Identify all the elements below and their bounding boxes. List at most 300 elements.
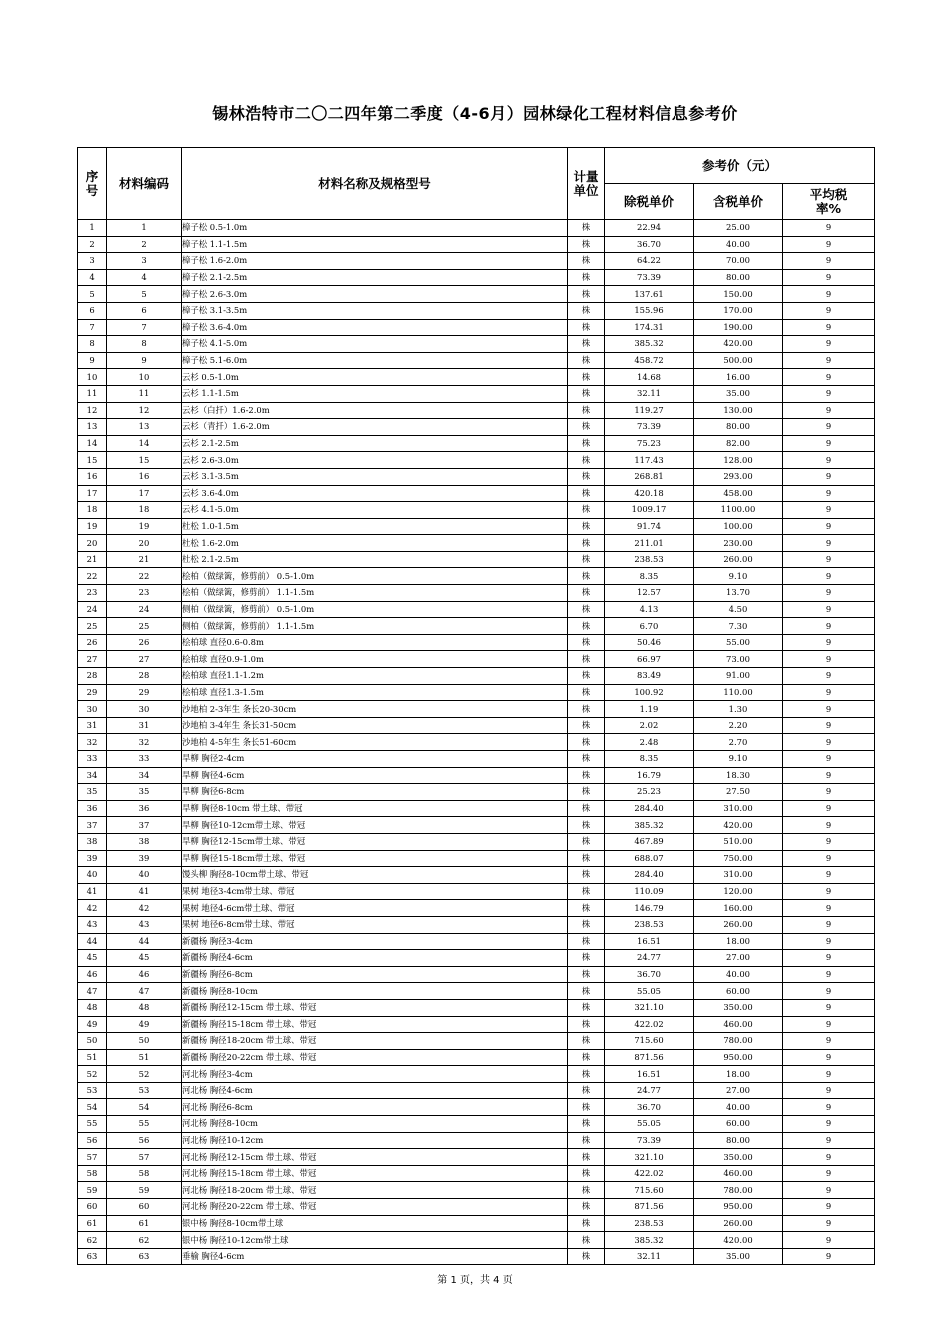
table-row — [78, 485, 875, 502]
row-name: 河北杨 胸径18-20cm 带土球、带冠 — [182, 1182, 568, 1199]
row-price-inc-tax: 55.00 — [694, 634, 783, 651]
table-row — [78, 1199, 875, 1216]
row-unit: 株 — [568, 253, 605, 270]
row-name: 新疆杨 胸径20-22cm 带土球、带冠 — [182, 1049, 568, 1066]
row-seq: 62 — [78, 1232, 107, 1249]
row-price-inc-tax: 1100.00 — [694, 502, 783, 519]
row-code: 57 — [107, 1149, 182, 1166]
row-seq: 23 — [78, 585, 107, 602]
row-seq: 53 — [78, 1082, 107, 1099]
row-name: 旱柳 胸径10-12cm带土球、带冠 — [182, 817, 568, 834]
row-name: 馒头柳 胸径8-10cm带土球、带冠 — [182, 867, 568, 884]
header-price-inc-tax: 含税单价 — [694, 184, 783, 220]
table-row — [78, 452, 875, 469]
row-price-ex-tax: 6.70 — [605, 618, 694, 635]
row-tax-rate: 9 — [783, 585, 875, 602]
row-code: 15 — [107, 452, 182, 469]
row-price-ex-tax: 16.79 — [605, 767, 694, 784]
row-unit: 株 — [568, 817, 605, 834]
row-tax-rate: 9 — [783, 1182, 875, 1199]
row-name: 银中杨 胸径10-12cm带土球 — [182, 1232, 568, 1249]
row-tax-rate: 9 — [783, 651, 875, 668]
row-price-inc-tax: 35.00 — [694, 1248, 783, 1265]
row-unit: 株 — [568, 883, 605, 900]
row-tax-rate: 9 — [783, 966, 875, 983]
row-seq: 22 — [78, 568, 107, 585]
row-unit: 株 — [568, 983, 605, 1000]
row-name: 新疆杨 胸径8-10cm — [182, 983, 568, 1000]
row-seq: 14 — [78, 435, 107, 452]
table-row — [78, 1116, 875, 1133]
row-price-inc-tax: 128.00 — [694, 452, 783, 469]
row-seq: 47 — [78, 983, 107, 1000]
row-seq: 34 — [78, 767, 107, 784]
row-seq: 29 — [78, 684, 107, 701]
row-seq: 8 — [78, 336, 107, 353]
row-price-inc-tax: 420.00 — [694, 817, 783, 834]
row-seq: 11 — [78, 385, 107, 402]
row-unit: 株 — [568, 568, 605, 585]
row-price-inc-tax: 80.00 — [694, 269, 783, 286]
row-code: 38 — [107, 833, 182, 850]
row-price-inc-tax: 420.00 — [694, 1232, 783, 1249]
row-unit: 株 — [568, 369, 605, 386]
row-unit: 株 — [568, 751, 605, 768]
row-price-ex-tax: 75.23 — [605, 435, 694, 452]
row-seq: 28 — [78, 668, 107, 685]
row-price-ex-tax: 36.70 — [605, 966, 694, 983]
row-name: 河北杨 胸径4-6cm — [182, 1082, 568, 1099]
row-name: 新疆杨 胸径6-8cm — [182, 966, 568, 983]
row-code: 12 — [107, 402, 182, 419]
table-row — [78, 883, 875, 900]
row-price-inc-tax: 230.00 — [694, 535, 783, 552]
row-price-inc-tax: 9.10 — [694, 751, 783, 768]
row-tax-rate: 9 — [783, 286, 875, 303]
row-unit: 株 — [568, 518, 605, 535]
price-table — [77, 147, 875, 1265]
row-unit: 株 — [568, 419, 605, 436]
row-price-inc-tax: 60.00 — [694, 983, 783, 1000]
row-tax-rate: 9 — [783, 302, 875, 319]
row-seq: 5 — [78, 286, 107, 303]
row-price-inc-tax: 150.00 — [694, 286, 783, 303]
table-row — [78, 618, 875, 635]
table-row — [78, 402, 875, 419]
row-price-ex-tax: 467.89 — [605, 833, 694, 850]
row-code: 4 — [107, 269, 182, 286]
row-tax-rate: 9 — [783, 419, 875, 436]
table-row — [78, 319, 875, 336]
row-seq: 3 — [78, 253, 107, 270]
row-price-inc-tax: 950.00 — [694, 1049, 783, 1066]
row-unit: 株 — [568, 767, 605, 784]
row-price-ex-tax: 73.39 — [605, 269, 694, 286]
row-name: 新疆杨 胸径4-6cm — [182, 950, 568, 967]
table-row — [78, 220, 875, 237]
row-price-ex-tax: 238.53 — [605, 916, 694, 933]
table-row — [78, 833, 875, 850]
row-seq: 56 — [78, 1132, 107, 1149]
row-price-inc-tax: 460.00 — [694, 1165, 783, 1182]
row-tax-rate: 9 — [783, 1099, 875, 1116]
row-name: 旱柳 胸径6-8cm — [182, 784, 568, 801]
table-row — [78, 369, 875, 386]
row-price-inc-tax: 27.00 — [694, 950, 783, 967]
row-name: 新疆杨 胸径3-4cm — [182, 933, 568, 950]
row-tax-rate: 9 — [783, 1033, 875, 1050]
row-price-ex-tax: 321.10 — [605, 1149, 694, 1166]
row-price-ex-tax: 64.22 — [605, 253, 694, 270]
row-price-ex-tax: 73.39 — [605, 419, 694, 436]
row-code: 45 — [107, 950, 182, 967]
row-name: 侧柏（做绿篱，修剪前） 0.5-1.0m — [182, 601, 568, 618]
row-code: 42 — [107, 900, 182, 917]
row-price-inc-tax: 510.00 — [694, 833, 783, 850]
row-name: 樟子松 3.1-3.5m — [182, 302, 568, 319]
row-price-inc-tax: 9.10 — [694, 568, 783, 585]
row-tax-rate: 9 — [783, 634, 875, 651]
header-price-ex-tax: 除税单价 — [605, 184, 694, 220]
row-price-inc-tax: 260.00 — [694, 916, 783, 933]
row-price-inc-tax: 35.00 — [694, 385, 783, 402]
row-code: 54 — [107, 1099, 182, 1116]
row-tax-rate: 9 — [783, 502, 875, 519]
table-row — [78, 1082, 875, 1099]
table-row — [78, 502, 875, 519]
row-unit: 株 — [568, 1182, 605, 1199]
row-price-inc-tax: 80.00 — [694, 419, 783, 436]
row-code: 5 — [107, 286, 182, 303]
row-seq: 31 — [78, 717, 107, 734]
row-name: 河北杨 胸径15-18cm 带土球、带冠 — [182, 1165, 568, 1182]
row-code: 55 — [107, 1116, 182, 1133]
row-tax-rate: 9 — [783, 717, 875, 734]
row-seq: 59 — [78, 1182, 107, 1199]
row-unit: 株 — [568, 668, 605, 685]
row-tax-rate: 9 — [783, 950, 875, 967]
row-price-ex-tax: 4.13 — [605, 601, 694, 618]
row-code: 32 — [107, 734, 182, 751]
row-tax-rate: 9 — [783, 983, 875, 1000]
row-price-ex-tax: 14.68 — [605, 369, 694, 386]
row-tax-rate: 9 — [783, 269, 875, 286]
row-code: 63 — [107, 1248, 182, 1265]
row-unit: 株 — [568, 352, 605, 369]
row-tax-rate: 9 — [783, 833, 875, 850]
row-tax-rate: 9 — [783, 402, 875, 419]
row-tax-rate: 9 — [783, 385, 875, 402]
row-code: 11 — [107, 385, 182, 402]
row-code: 2 — [107, 236, 182, 253]
row-code: 14 — [107, 435, 182, 452]
row-name: 杜松 1.6-2.0m — [182, 535, 568, 552]
row-name: 樟子松 2.1-2.5m — [182, 269, 568, 286]
row-price-inc-tax: 13.70 — [694, 585, 783, 602]
row-code: 17 — [107, 485, 182, 502]
row-unit: 株 — [568, 319, 605, 336]
row-name: 旱柳 胸径12-15cm带土球、带冠 — [182, 833, 568, 850]
table-row — [78, 950, 875, 967]
row-name: 旱柳 胸径15-18cm带土球、带冠 — [182, 850, 568, 867]
row-tax-rate: 9 — [783, 253, 875, 270]
row-tax-rate: 9 — [783, 1149, 875, 1166]
row-unit: 株 — [568, 966, 605, 983]
row-price-inc-tax: 950.00 — [694, 1199, 783, 1216]
row-unit: 株 — [568, 717, 605, 734]
row-unit: 株 — [568, 585, 605, 602]
row-price-inc-tax: 110.00 — [694, 684, 783, 701]
row-price-inc-tax: 40.00 — [694, 1099, 783, 1116]
row-tax-rate: 9 — [783, 751, 875, 768]
table-row — [78, 1215, 875, 1232]
row-code: 50 — [107, 1033, 182, 1050]
row-code: 30 — [107, 701, 182, 718]
row-unit: 株 — [568, 999, 605, 1016]
row-tax-rate: 9 — [783, 220, 875, 237]
row-price-inc-tax: 4.50 — [694, 601, 783, 618]
row-seq: 17 — [78, 485, 107, 502]
row-seq: 15 — [78, 452, 107, 469]
row-seq: 49 — [78, 1016, 107, 1033]
row-code: 56 — [107, 1132, 182, 1149]
row-code: 59 — [107, 1182, 182, 1199]
row-tax-rate: 9 — [783, 1116, 875, 1133]
row-unit: 株 — [568, 933, 605, 950]
row-unit: 株 — [568, 1232, 605, 1249]
row-unit: 株 — [568, 916, 605, 933]
row-price-inc-tax: 420.00 — [694, 336, 783, 353]
table-row — [78, 419, 875, 436]
row-tax-rate: 9 — [783, 767, 875, 784]
row-price-ex-tax: 385.32 — [605, 336, 694, 353]
table-row — [78, 850, 875, 867]
row-unit: 株 — [568, 800, 605, 817]
header-seq: 序号 — [78, 148, 107, 220]
row-seq: 2 — [78, 236, 107, 253]
table-row — [78, 551, 875, 568]
table-row — [78, 634, 875, 651]
row-unit: 株 — [568, 402, 605, 419]
row-price-ex-tax: 1009.17 — [605, 502, 694, 519]
table-row — [78, 668, 875, 685]
row-name: 云杉 2.6-3.0m — [182, 452, 568, 469]
row-tax-rate: 9 — [783, 452, 875, 469]
row-seq: 25 — [78, 618, 107, 635]
row-tax-rate: 9 — [783, 1082, 875, 1099]
row-unit: 株 — [568, 502, 605, 519]
row-price-inc-tax: 70.00 — [694, 253, 783, 270]
page-footer: 第 1 页，共 4 页 — [437, 1275, 513, 1286]
table-row — [78, 999, 875, 1016]
row-tax-rate: 9 — [783, 684, 875, 701]
row-code: 18 — [107, 502, 182, 519]
table-row — [78, 535, 875, 552]
row-price-ex-tax: 268.81 — [605, 468, 694, 485]
row-price-inc-tax: 60.00 — [694, 1116, 783, 1133]
row-price-inc-tax: 780.00 — [694, 1182, 783, 1199]
table-row — [78, 1165, 875, 1182]
table-row — [78, 767, 875, 784]
row-seq: 63 — [78, 1248, 107, 1265]
row-seq: 35 — [78, 784, 107, 801]
row-code: 60 — [107, 1199, 182, 1216]
row-price-ex-tax: 36.70 — [605, 1099, 694, 1116]
row-price-inc-tax: 350.00 — [694, 1149, 783, 1166]
row-code: 39 — [107, 850, 182, 867]
row-price-inc-tax: 170.00 — [694, 302, 783, 319]
row-code: 21 — [107, 551, 182, 568]
table-row — [78, 966, 875, 983]
row-name: 樟子松 4.1-5.0m — [182, 336, 568, 353]
row-code: 47 — [107, 983, 182, 1000]
row-tax-rate: 9 — [783, 701, 875, 718]
row-price-ex-tax: 24.77 — [605, 950, 694, 967]
row-code: 20 — [107, 535, 182, 552]
table-row — [78, 751, 875, 768]
row-name: 桧柏球 直径1.1-1.2m — [182, 668, 568, 685]
table-row — [78, 568, 875, 585]
row-price-inc-tax: 25.00 — [694, 220, 783, 237]
header-ref-price: 参考价（元） — [605, 148, 875, 184]
row-price-ex-tax: 50.46 — [605, 634, 694, 651]
row-price-ex-tax: 83.49 — [605, 668, 694, 685]
row-code: 40 — [107, 867, 182, 884]
row-unit: 株 — [568, 336, 605, 353]
row-name: 河北杨 胸径6-8cm — [182, 1099, 568, 1116]
table-row — [78, 253, 875, 270]
row-price-ex-tax: 2.02 — [605, 717, 694, 734]
row-price-inc-tax: 27.50 — [694, 784, 783, 801]
row-price-inc-tax: 18.00 — [694, 1066, 783, 1083]
row-unit: 株 — [568, 452, 605, 469]
row-tax-rate: 9 — [783, 817, 875, 834]
row-seq: 54 — [78, 1099, 107, 1116]
row-price-ex-tax: 385.32 — [605, 1232, 694, 1249]
row-code: 33 — [107, 751, 182, 768]
row-tax-rate: 9 — [783, 468, 875, 485]
row-price-inc-tax: 260.00 — [694, 1215, 783, 1232]
row-name: 桧柏（做绿篱，修剪前） 0.5-1.0m — [182, 568, 568, 585]
row-code: 37 — [107, 817, 182, 834]
row-unit: 株 — [568, 302, 605, 319]
row-seq: 36 — [78, 800, 107, 817]
table-row — [78, 933, 875, 950]
row-unit: 株 — [568, 833, 605, 850]
row-seq: 18 — [78, 502, 107, 519]
row-seq: 1 — [78, 220, 107, 237]
table-row — [78, 717, 875, 734]
row-name: 云杉 2.1-2.5m — [182, 435, 568, 452]
row-tax-rate: 9 — [783, 568, 875, 585]
row-code: 10 — [107, 369, 182, 386]
row-price-inc-tax: 2.20 — [694, 717, 783, 734]
row-unit: 株 — [568, 1066, 605, 1083]
table-row — [78, 701, 875, 718]
row-price-ex-tax: 871.56 — [605, 1199, 694, 1216]
row-seq: 57 — [78, 1149, 107, 1166]
row-price-inc-tax: 293.00 — [694, 468, 783, 485]
row-tax-rate: 9 — [783, 1232, 875, 1249]
table-row — [78, 1149, 875, 1166]
row-code: 31 — [107, 717, 182, 734]
row-code: 41 — [107, 883, 182, 900]
row-seq: 21 — [78, 551, 107, 568]
row-code: 26 — [107, 634, 182, 651]
row-price-inc-tax: 1.30 — [694, 701, 783, 718]
row-price-inc-tax: 120.00 — [694, 883, 783, 900]
row-seq: 27 — [78, 651, 107, 668]
row-tax-rate: 9 — [783, 1066, 875, 1083]
row-unit: 株 — [568, 468, 605, 485]
row-unit: 株 — [568, 220, 605, 237]
table-row — [78, 585, 875, 602]
row-price-ex-tax: 100.92 — [605, 684, 694, 701]
row-tax-rate: 9 — [783, 1016, 875, 1033]
row-price-inc-tax: 310.00 — [694, 800, 783, 817]
table-row — [78, 734, 875, 751]
row-price-inc-tax: 91.00 — [694, 668, 783, 685]
row-seq: 41 — [78, 883, 107, 900]
row-code: 7 — [107, 319, 182, 336]
row-code: 19 — [107, 518, 182, 535]
row-name: 河北杨 胸径8-10cm — [182, 1116, 568, 1133]
row-name: 杜松 1.0-1.5m — [182, 518, 568, 535]
row-tax-rate: 9 — [783, 850, 875, 867]
row-unit: 株 — [568, 435, 605, 452]
row-seq: 37 — [78, 817, 107, 834]
row-name: 垂榆 胸径4-6cm — [182, 1248, 568, 1265]
row-tax-rate: 9 — [783, 734, 875, 751]
table-row — [78, 518, 875, 535]
table-row — [78, 286, 875, 303]
row-tax-rate: 9 — [783, 352, 875, 369]
row-tax-rate: 9 — [783, 1199, 875, 1216]
header-name: 材料名称及规格型号 — [182, 148, 568, 220]
row-name: 桧柏球 直径0.9-1.0m — [182, 651, 568, 668]
row-name: 云杉 4.1-5.0m — [182, 502, 568, 519]
row-seq: 40 — [78, 867, 107, 884]
row-tax-rate: 9 — [783, 1215, 875, 1232]
row-seq: 50 — [78, 1033, 107, 1050]
row-seq: 51 — [78, 1049, 107, 1066]
row-tax-rate: 9 — [783, 551, 875, 568]
header-tax-rate: 平均税率% — [783, 184, 875, 220]
row-seq: 58 — [78, 1165, 107, 1182]
row-price-ex-tax: 284.40 — [605, 867, 694, 884]
row-price-ex-tax: 420.18 — [605, 485, 694, 502]
row-name: 樟子松 3.6-4.0m — [182, 319, 568, 336]
row-seq: 7 — [78, 319, 107, 336]
row-tax-rate: 9 — [783, 1132, 875, 1149]
row-code: 62 — [107, 1232, 182, 1249]
row-price-ex-tax: 155.96 — [605, 302, 694, 319]
row-unit: 株 — [568, 634, 605, 651]
row-price-inc-tax: 190.00 — [694, 319, 783, 336]
row-price-inc-tax: 40.00 — [694, 966, 783, 983]
row-price-ex-tax: 715.60 — [605, 1182, 694, 1199]
row-name: 果树 地径4-6cm带土球、带冠 — [182, 900, 568, 917]
row-name: 河北杨 胸径12-15cm 带土球、带冠 — [182, 1149, 568, 1166]
table-row — [78, 1248, 875, 1265]
row-code: 24 — [107, 601, 182, 618]
table-row — [78, 900, 875, 917]
row-name: 新疆杨 胸径18-20cm 带土球、带冠 — [182, 1033, 568, 1050]
row-price-ex-tax: 688.07 — [605, 850, 694, 867]
table-row — [78, 236, 875, 253]
row-unit: 株 — [568, 784, 605, 801]
row-unit: 株 — [568, 236, 605, 253]
